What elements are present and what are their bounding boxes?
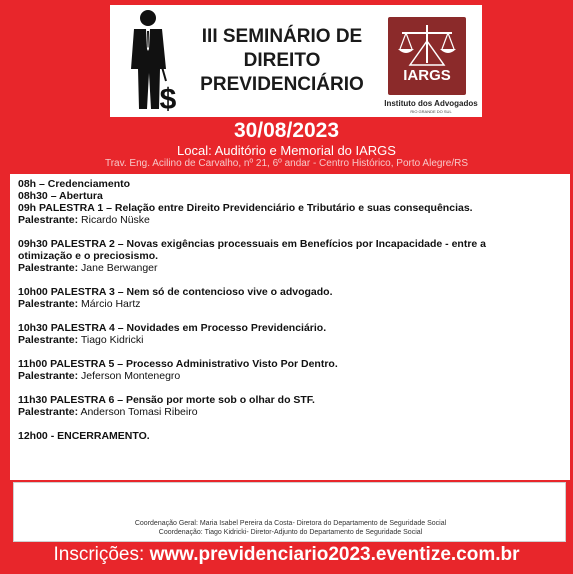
event-local: Local: Auditório e Memorial do IARGS xyxy=(177,143,396,158)
speaker-line: Palestrante: Márcio Hartz xyxy=(18,298,141,310)
agenda-item: otimização e o preciosismo. xyxy=(18,250,159,262)
title-line-3: PREVIDENCIÁRIO xyxy=(200,74,364,95)
registration-banner xyxy=(0,544,573,566)
registration-link[interactable]: www.previdenciario2023.eventize.com.br xyxy=(149,544,520,565)
event-address: Trav. Eng. Acilino de Carvalho, nº 21, 6º andar - Centro Histórico, Porto Alegre/RS xyxy=(104,158,469,169)
agenda-item: 08h – Credenciamento xyxy=(18,178,131,190)
speaker-name: Jeferson Montenegro xyxy=(81,370,181,382)
logo-caption: Instituto dos Advogados xyxy=(384,99,478,108)
event-date: 30/08/2023 xyxy=(233,119,340,142)
coordination-footer xyxy=(13,482,566,542)
header-card xyxy=(110,5,482,117)
speaker-line: Palestrante: Ricardo Nüske xyxy=(18,214,150,226)
agenda-item: 09h PALESTRA 1 – Relação entre Direito Previdenciário e Tributário e suas consequências. xyxy=(18,202,473,214)
svg-text:$: $ xyxy=(159,83,177,115)
speaker-name: Márcio Hartz xyxy=(81,298,141,310)
speaker-line: Palestrante: Jane Berwanger xyxy=(18,262,158,274)
speaker-name: Anderson Tomasi Ribeiro xyxy=(80,406,198,418)
speaker-line: Palestrante: Jeferson Montenegro xyxy=(18,370,181,382)
speaker-line: Palestrante: Tiago Kidricki xyxy=(18,334,144,346)
businessman-dollar-icon xyxy=(122,9,182,115)
seminar-title xyxy=(190,25,374,97)
coordination-line-1: Coordenação Geral: Maria Isabel Pereira da Costa- Diretora do Departamento de Seguridade Social xyxy=(134,520,447,527)
agenda-item: 08h30 – Abertura xyxy=(18,190,103,202)
speaker-line: Palestrante: Anderson Tomasi Ribeiro xyxy=(18,406,198,418)
title-line-1: III SEMINÁRIO DE xyxy=(201,26,363,47)
agenda-item: 09h30 PALESTRA 2 – Novas exigências processuais em Benefícios por Incapacidade - entre a xyxy=(18,238,487,250)
speaker-name: Tiago Kidricki xyxy=(80,334,144,346)
agenda-item: 10h30 PALESTRA 4 – Novidades em Processo Previdenciário. xyxy=(18,322,327,334)
agenda-item: 12h00 - ENCERRAMENTO. xyxy=(18,430,150,442)
coordination-line-2: Coordenação: Tiago Kidricki- Diretor-Adjunto do Departamento de Seguridade Social xyxy=(158,529,423,536)
title-line-2: DIREITO xyxy=(243,50,321,71)
iargs-logo xyxy=(384,13,478,115)
agenda-item: 10h00 PALESTRA 3 – Nem só de contencioso vive o advogado. xyxy=(18,286,333,298)
agenda-item: 11h00 PALESTRA 5 – Processo Administrativo Visto Por Dentro. xyxy=(18,358,338,370)
agenda-panel xyxy=(10,174,570,480)
speaker-name: Ricardo Nüske xyxy=(81,214,150,226)
logo-text: IARGS xyxy=(403,67,451,84)
agenda-item: 11h30 PALESTRA 6 – Pensão por morte sob o olhar do STF. xyxy=(18,394,315,406)
speaker-name: Jane Berwanger xyxy=(81,262,158,274)
registration-label: Inscrições: xyxy=(53,544,145,565)
logo-sub: RIO GRANDE DO SUL xyxy=(410,109,452,114)
